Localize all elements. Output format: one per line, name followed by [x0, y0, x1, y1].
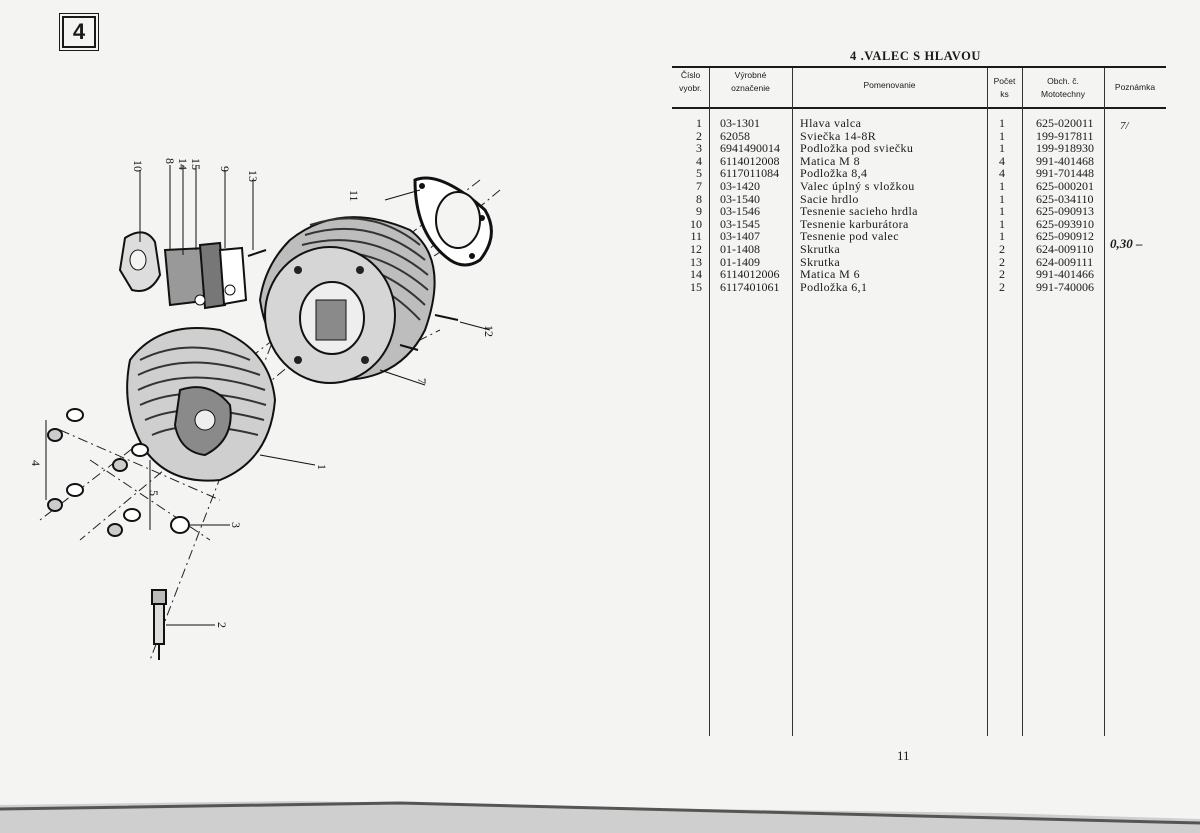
row-number: 14: [690, 267, 702, 282]
row-code: 6114012006: [720, 267, 780, 282]
row-code: 03-1301: [720, 116, 760, 130]
table-row: [672, 130, 1166, 142]
table-row: [672, 193, 1166, 205]
row-name: Valec úplný s vložkou: [800, 179, 915, 193]
callout-12: 12: [482, 325, 496, 337]
row-number: 12: [690, 242, 702, 256]
row-name: Skrutka: [800, 242, 841, 256]
callout-11: 11: [347, 190, 361, 202]
table-row: [672, 205, 1166, 217]
row-code: 03-1546: [720, 204, 760, 219]
row-quantity: 1: [999, 191, 1005, 206]
row-number: 10: [690, 216, 702, 231]
callout-4: 4: [29, 460, 43, 466]
callout-7: 7: [415, 378, 429, 384]
row-name: Sviečka 14-8R: [800, 128, 877, 143]
row-name: Skrutka: [800, 254, 841, 269]
row-name: Matica M 6: [800, 267, 860, 282]
callout-3: 3: [229, 522, 243, 528]
table-row: [672, 281, 1166, 293]
row-trade-number: 991-401468: [1036, 153, 1094, 168]
callout-13: 13: [246, 170, 260, 182]
row-name: Tesnenie sacieho hrdla: [800, 204, 918, 219]
header-vyrobne: Výrobné označenie: [731, 70, 770, 93]
table-row: [672, 180, 1166, 192]
cylinder-head-drawing: [127, 328, 275, 481]
callout-1: 1: [315, 464, 329, 470]
row-trade-number: 625-000201: [1036, 179, 1094, 193]
callout-8: 8: [163, 158, 177, 164]
handwritten-note: 7/: [1120, 120, 1129, 132]
row-quantity: 1: [999, 229, 1005, 244]
handwritten-note: 0,30 –: [1110, 236, 1143, 251]
row-trade-number: 991-740006: [1036, 279, 1094, 294]
header-pocet: Počet ks: [993, 76, 1016, 99]
table-row: [672, 218, 1166, 230]
row-trade-number: 625-020011: [1036, 116, 1094, 130]
callout-9: 9: [218, 166, 232, 172]
callout-2: 2: [215, 622, 229, 628]
row-trade-number: 624-009111: [1036, 254, 1094, 269]
row-code: 62058: [720, 128, 750, 143]
nuts-washers-drawing: [48, 409, 148, 536]
plug-washer-drawing: [171, 517, 189, 533]
row-quantity: 2: [999, 279, 1005, 294]
table-title: 4 .VALEC S HLAVOU: [850, 49, 982, 63]
row-trade-number: 625-090912: [1036, 229, 1094, 244]
row-quantity: 1: [999, 141, 1005, 156]
row-name: Matica M 8: [800, 153, 860, 168]
section-number-box: 4: [62, 16, 96, 48]
row-trade-number: 625-093910: [1036, 216, 1094, 231]
row-number: 13: [690, 254, 702, 269]
table-row: [672, 155, 1166, 167]
row-trade-number: 624-009110: [1036, 242, 1094, 256]
page-number: 11: [897, 748, 910, 763]
row-trade-number: 199-917811: [1036, 128, 1094, 143]
row-number: 11: [690, 229, 702, 244]
row-code: 6117011084: [720, 166, 780, 181]
row-code: 6117401061: [720, 279, 780, 294]
row-code: 6941490014: [720, 141, 780, 156]
table-row: [672, 117, 1166, 129]
callout-15: 15: [189, 158, 203, 170]
header-poznamka: Poznámka: [1114, 82, 1156, 92]
row-code: 01-1409: [720, 254, 760, 269]
row-trade-number: 991-701448: [1036, 166, 1094, 181]
exploded-view-illustration: [20, 60, 580, 700]
row-quantity: 2: [999, 267, 1005, 282]
table-row: [672, 142, 1166, 154]
row-name: Podložka 6,1: [800, 279, 868, 294]
row-name: Podložka 8,4: [800, 166, 868, 181]
row-quantity: 1: [999, 128, 1005, 143]
table-row: [672, 256, 1166, 268]
row-quantity: 1: [999, 179, 1005, 193]
row-quantity: 2: [999, 242, 1005, 256]
row-number: 8: [696, 191, 702, 206]
row-quantity: 1: [999, 204, 1005, 219]
row-number: 1: [696, 116, 702, 130]
parts-table: [672, 66, 1166, 736]
header-pomenovanie: Pomenovanie: [863, 80, 916, 90]
row-number: 2: [696, 128, 702, 143]
row-quantity: 2: [999, 254, 1005, 269]
row-name: Hlava valca: [800, 116, 862, 130]
row-trade-number: 991-401466: [1036, 267, 1094, 282]
table-top-rule: [672, 66, 1166, 68]
callout-5: 5: [147, 490, 161, 496]
row-quantity: 4: [999, 153, 1005, 168]
row-code: 03-1407: [720, 229, 760, 244]
row-name: Tesnenie karburátora: [800, 216, 909, 231]
table-header-rule: [672, 107, 1166, 109]
header-obch: Obch. č. Mototechny: [1041, 76, 1085, 99]
row-number: 9: [696, 204, 702, 219]
row-quantity: 4: [999, 166, 1005, 181]
row-number: 3: [696, 141, 702, 156]
table-row: [672, 167, 1166, 179]
row-code: 03-1540: [720, 191, 760, 206]
scan-edge-shadow: [0, 795, 1200, 833]
callout-10: 10: [131, 160, 145, 172]
table-row: [672, 243, 1166, 255]
row-name: Tesnenie pod valec: [800, 229, 899, 244]
callout-14: 14: [176, 158, 190, 170]
cylinder-drawing: [260, 217, 435, 383]
table-row: [672, 268, 1166, 280]
row-trade-number: 625-034110: [1036, 191, 1094, 206]
row-trade-number: 625-090913: [1036, 204, 1094, 219]
row-quantity: 1: [999, 116, 1005, 130]
table-row: [672, 230, 1166, 242]
row-name: Sacie hrdlo: [800, 191, 859, 206]
row-number: 15: [690, 279, 702, 294]
row-trade-number: 199-918930: [1036, 141, 1094, 156]
row-code: 01-1408: [720, 242, 760, 256]
row-name: Podložka pod sviečku: [800, 141, 914, 156]
row-number: 5: [696, 166, 702, 181]
row-quantity: 1: [999, 216, 1005, 231]
row-number: 4: [696, 153, 702, 168]
header-cislo: Číslo vyobr.: [679, 70, 702, 93]
row-code: 6114012008: [720, 153, 780, 168]
row-code: 03-1420: [720, 179, 760, 193]
row-number: 7: [696, 179, 702, 193]
row-code: 03-1545: [720, 216, 760, 231]
